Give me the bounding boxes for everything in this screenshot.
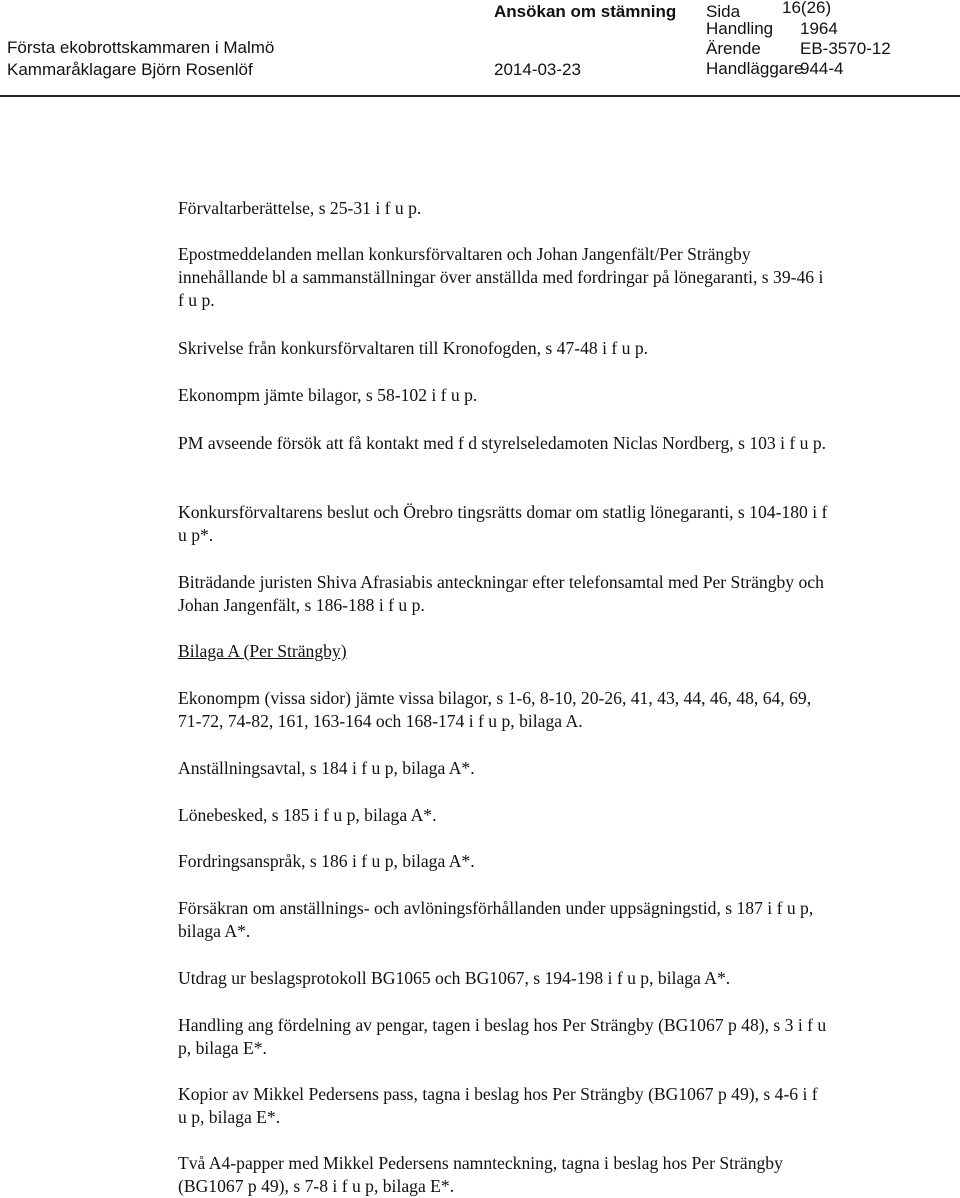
header-rule	[0, 95, 960, 97]
document-title: Ansökan om stämning	[494, 2, 677, 21]
handlaggare-label: Handläggare	[706, 59, 804, 78]
page-number: 16(26)	[782, 0, 832, 17]
organization-name: Första ekobrottskammaren i Malmö	[7, 38, 275, 57]
prosecutor-name: Kammaråklagare Björn Rosenlöf	[7, 60, 253, 79]
list-item: Fordringsanspråk, s 186 i f u p, bilaga A*.	[178, 851, 475, 871]
handlaggare-number: 944-4	[800, 59, 844, 78]
list-item: Ekonompm jämte bilagor, s 58-102 i f u p.	[178, 385, 478, 405]
list-item: PM avseende försök att få kontakt med f d styrelseledamoten Niclas Nordberg, s 103 i f u p.	[178, 433, 827, 453]
list-item: Anställningsavtal, s 184 i f u p, bilaga A*.	[178, 758, 475, 778]
list-item: Skrivelse från konkursförvaltaren till Kronofogden, s 47-48 i f u p.	[178, 338, 649, 358]
list-item: Två A4-papper med Mikkel Pedersens namnteckning, tagna i beslag hos Per Strängby (BG1067 p 49), s 7-8 i f u p, bilaga E*.	[178, 1153, 783, 1196]
arende-label: Ärende	[706, 39, 761, 58]
page-label: Sida	[706, 2, 741, 21]
page-header	[0, 0, 960, 96]
list-item: Ekonompm (vissa sidor) jämte vissa bilagor, s 1-6, 8-10, 20-26, 41, 43, 44, 46, 48, 64, 69, 71-72, 74-82, 161, 163-164 och 168-174 i f u p, bilaga A.	[178, 688, 812, 731]
list-item: Epostmeddelanden mellan konkursförvaltaren och Johan Jangenfält/Per Strängby innehållande bl a sammanställningar över anställda med fordringar på lönegaranti, s 39-46 i f u p.	[178, 244, 824, 310]
list-item: Biträdande juristen Shiva Afrasiabis anteckningar efter telefonsamtal med Per Strängby och Johan Jangenfält, s 186-188 i f u p.	[178, 572, 824, 615]
list-item: Handling ang fördelning av pengar, tagen i beslag hos Per Strängby (BG1067 p 48), s 3 i f u p, bilaga E*.	[178, 1015, 827, 1058]
handling-number: 1964	[800, 19, 838, 38]
arende-number: EB-3570-12	[800, 39, 891, 58]
section-heading-bilaga-a: Bilaga A (Per Strängby)	[178, 641, 347, 661]
handling-label: Handling	[706, 19, 774, 38]
list-item: Lönebesked, s 185 i f u p, bilaga A*.	[178, 805, 437, 825]
list-item: Konkursförvaltarens beslut och Örebro tingsrätts domar om statlig lönegaranti, s 104-180 i f u p*.	[178, 502, 828, 545]
list-item: Försäkran om anställnings- och avlöningsförhållanden under uppsägningstid, s 187 i f u p, bilaga A*.	[178, 898, 814, 941]
document-date: 2014-03-23	[494, 60, 581, 79]
list-item: Förvaltarberättelse, s 25-31 i f u p.	[178, 198, 422, 218]
list-item: Kopior av Mikkel Pedersens pass, tagna i beslag hos Per Strängby (BG1067 p 49), s 4-6 i f u p, bilaga E*.	[178, 1084, 818, 1127]
list-item: Utdrag ur beslagsprotokoll BG1065 och BG1067, s 194-198 i f u p, bilaga A*.	[178, 968, 731, 988]
